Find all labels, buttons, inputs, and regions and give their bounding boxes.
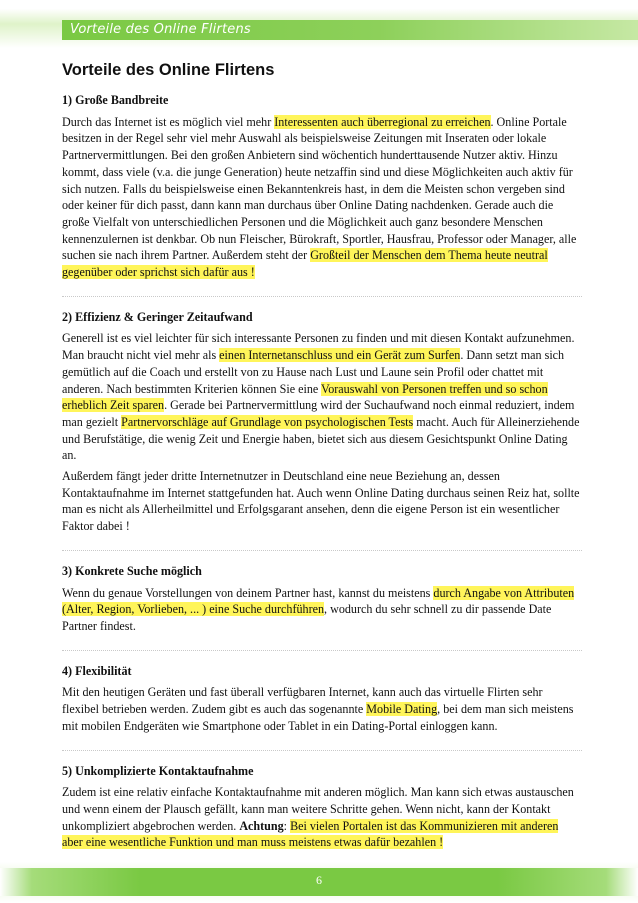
section-1 bbox=[62, 92, 582, 297]
page-title: Vorteile des Online Flirtens bbox=[62, 61, 275, 79]
text-run: . Gerade bei Partnervermittlung wird der Suchaufwand noch einmal reduziert, indem man gezielt bbox=[62, 398, 575, 429]
text-run: , wodurch du sehr schnell zu dir passende Date Partner findest. bbox=[62, 602, 552, 633]
section-heading: 4) Flexibilität bbox=[62, 663, 132, 678]
highlighted-text: Interessenten auch überregional zu erreichen bbox=[274, 114, 491, 129]
highlighted-text: Bei vielen Portalen ist das Kommunizieren mit anderen aber eine wesentliche Funktion und man muss meistens etwas dafür bezahlen ! bbox=[62, 818, 559, 850]
text-run: Zudem ist eine relativ einfache Kontaktaufnahme mit anderen möglich. Man kann sich etwas austauschen und wenn einem der Plausch gefällt, kann man weitere Schritte gehen. Wenn nicht, kann der Kontakt unkompliziert abgebrochen werden. bbox=[62, 785, 574, 833]
section-heading: 1) Große Bandbreite bbox=[62, 93, 169, 107]
section-4 bbox=[62, 663, 582, 751]
text-run: Wenn du genaue Vorstellungen von deinem Partner hast, kannst du meistens bbox=[62, 585, 434, 600]
document-body bbox=[62, 92, 582, 878]
highlighted-text: Partnervorschläge auf Grundlage von psychologischen Tests bbox=[121, 414, 414, 429]
paragraph bbox=[62, 784, 582, 851]
paragraph bbox=[62, 585, 582, 635]
text-run: . Online Portale besitzen in der Regel sehr viel mehr Auswahl als beispielsweise Zeitungen mit Inseraten oder lokale Partnervermittlungen. Bei den großen Anbietern sind wöchentich hunderttausende Nutzer aktiv. Hinzu kommt, dass viele (v.a. die junge Generation) heute netzaffin sind und diese Möglichkeiten auch aktiv für sich nutzen. Falls du beispielsweise einen Bekanntenkreis hast, in dem die Meisten schon vergeben sind oder keiner für dich passt, dann kann man durchaus über Online Dating nachdenken. Gerade auch die große Vielfalt von unterschiedlichen Personen und die Möglichkeit auch ganz besondere Menschen kennenzulernen ist denkbar. Ob nun Fleischer, Bürokraft, Sportler, Hausfrau, Professor oder Manager, alle suchen sie nach ihrem Partner. Außerdem steht der bbox=[62, 114, 577, 263]
text-run: : bbox=[283, 818, 291, 833]
section-heading: 2) Effizienz & Geringer Zeitaufwand bbox=[62, 309, 253, 324]
paragraph bbox=[62, 684, 582, 734]
text-run: Durch das Internet ist es möglich viel mehr bbox=[62, 114, 275, 129]
page-number: 6 bbox=[316, 873, 322, 887]
paragraph bbox=[62, 114, 582, 281]
text-run: . Dann setzt man sich gemütlich auf die Coach und erstellt von zu Hause nach Lust und Laune sein Profil oder chattet mit anderen. Nach bestimmten Kriterien können Sie eine bbox=[62, 348, 565, 396]
highlighted-text: Vorauswahl von Personen treffen und so schon erheblich Zeit sparen bbox=[62, 381, 548, 413]
section-3 bbox=[62, 563, 582, 651]
text-run: macht. Auch für Alleinerziehende und Berufstätige, die wenig Zeit und Energie haben, bietet sich aus diesem Gesichtspunkt Online Dating an. bbox=[62, 414, 580, 463]
section-5 bbox=[62, 763, 582, 867]
bold-text: Achtung bbox=[239, 818, 284, 833]
highlighted-text: durch Angabe von Attributen (Alter, Region, Vorlieben, ... ) eine Suche durchführen bbox=[62, 585, 575, 617]
section-heading: 5) Unkomplizierte Kontaktaufnahme bbox=[62, 763, 254, 778]
paragraph bbox=[62, 330, 582, 464]
header-title: Vorteile des Online Flirtens bbox=[70, 22, 251, 37]
section-2 bbox=[62, 309, 582, 551]
text-run: Mit den heutigen Geräten und fast überall verfügbaren Internet, kann auch das virtuelle Flirten sehr flexibel betrieben werden. Zudem gibt es auch das sogenannte bbox=[62, 685, 543, 717]
text-run: , bei dem man sich meistens mit mobilen Endgeräten wie Smartphone oder Tablet in ein Dating-Portal einloggen kann. bbox=[62, 702, 574, 733]
text-run: Generell ist es viel leichter für sich interessante Personen zu finden und mit diesen Kontakt aufzunehmen. Man braucht nicht viel mehr als bbox=[62, 331, 575, 363]
text-run: Außerdem fängt jeder dritte Internetnutzer in Deutschland eine neue Beziehung an, dessen Kontaktaufnahme im Internet stattgefunden hat. Auch wenn Online Dating durchaus seinen Reiz hat, sollte man es nicht als Allerheilmittel und Erfolgsgarant ansehen, denn die eigene Person ist ein wesentlicher Faktor dabei ! bbox=[62, 469, 580, 534]
highlighted-text: einen Internetanschluss und ein Gerät zum Surfen bbox=[219, 348, 461, 363]
paragraph bbox=[62, 468, 582, 535]
section-heading: 3) Konkrete Suche möglich bbox=[62, 563, 202, 578]
highlighted-text: Mobile Dating bbox=[366, 702, 438, 717]
highlighted-text: Großteil der Menschen dem Thema heute neutral gegenüber oder sprichst sich dafür aus ! bbox=[62, 248, 548, 280]
